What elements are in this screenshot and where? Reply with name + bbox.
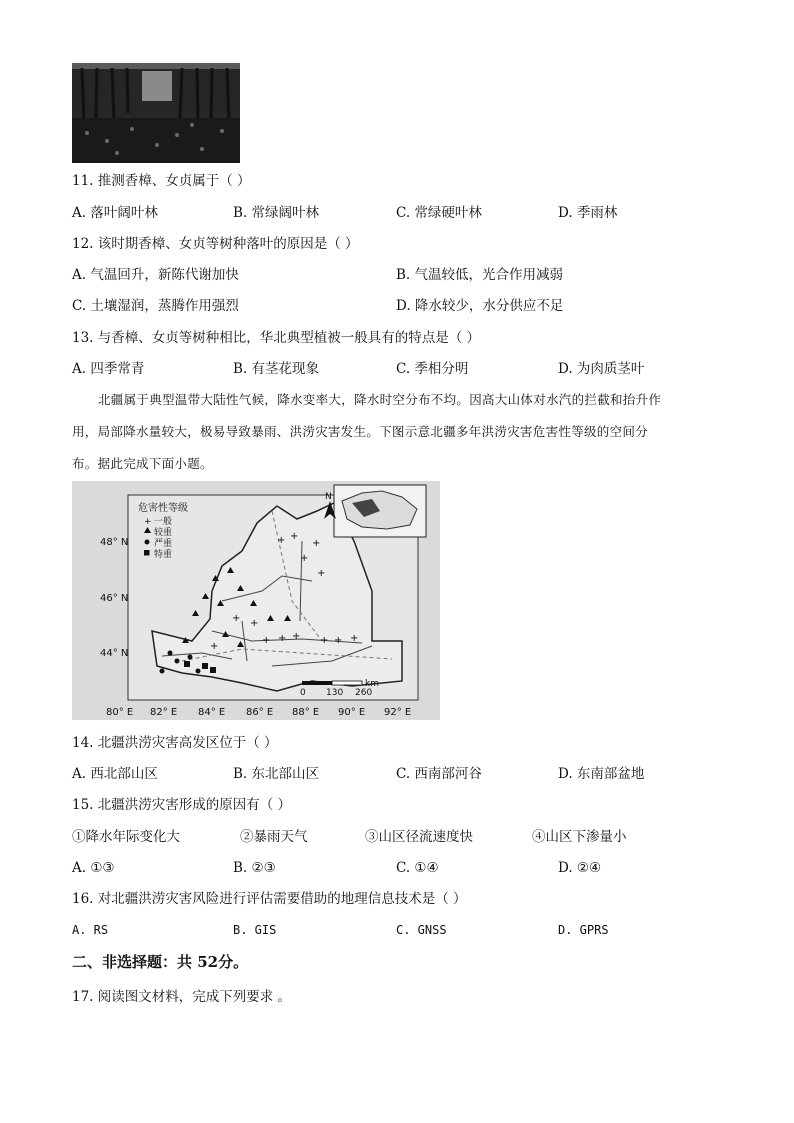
scale-label-260: 260	[355, 688, 373, 698]
legend-symbol-square-icon	[144, 550, 150, 556]
q16-option-d[interactable]: D. GPRS	[558, 923, 609, 937]
lon-label-80: 80° E	[106, 707, 134, 718]
section-2-title: 二、非选择题：共 52分。	[72, 953, 249, 971]
lon-label-84: 84° E	[198, 707, 226, 718]
svg-text:+: +	[320, 635, 329, 646]
svg-text:+: +	[312, 538, 321, 549]
q17-stem: 17. 阅读图文材料，完成下列要求 。	[72, 989, 292, 1005]
svg-text:+: +	[317, 568, 326, 579]
legend-title: 危害性等级	[138, 503, 188, 514]
map-drawing	[72, 481, 440, 720]
lon-label-82: 82° E	[150, 707, 178, 718]
q14-option-d[interactable]: D. 东南部盆地	[558, 766, 645, 782]
q12-option-a[interactable]: A. 气温回升，新陈代谢加快	[72, 267, 239, 283]
svg-text:+: +	[350, 633, 359, 644]
legend-symbol-dot-icon	[145, 540, 150, 545]
svg-text:+: +	[334, 635, 343, 646]
q14-option-a[interactable]: A. 西北部山区	[72, 766, 158, 782]
q15-stem: 15. 北疆洪涝灾害形成的原因有（ ）	[72, 797, 292, 813]
legend-symbol-cross-icon: +	[144, 517, 152, 527]
scale-label-130: 130	[326, 688, 344, 698]
passage-line-1: 北疆属于典型温带大陆性气候，降水变率大，降水时空分布不均。因高大山体对水汽的拦截和抬升作	[98, 392, 662, 407]
svg-text:+: +	[262, 635, 271, 646]
q13-option-b[interactable]: B. 有茎花现象	[233, 361, 320, 377]
svg-text:+: +	[277, 535, 286, 546]
q15-option-b[interactable]: B. ②③	[233, 860, 276, 876]
q11-option-a[interactable]: A. 落叶阔叶林	[72, 205, 158, 221]
svg-text:+: +	[300, 553, 309, 564]
q15-option-c[interactable]: C. ①④	[396, 860, 439, 876]
q14-option-b[interactable]: B. 东北部山区	[233, 766, 320, 782]
q15-statement-4: ④山区下渗量小	[532, 829, 627, 845]
scale-unit: km	[365, 679, 379, 689]
legend-label-4: 特重	[154, 550, 173, 560]
q13-option-c[interactable]: C. 季相分明	[396, 361, 469, 377]
forest-photo	[72, 63, 240, 163]
q12-option-b[interactable]: B. 气温较低，光合作用减弱	[396, 267, 564, 283]
q12-option-d[interactable]: D. 降水较少，水分供应不足	[396, 298, 564, 314]
q12-option-c[interactable]: C. 土壤湿润，蒸腾作用强烈	[72, 298, 239, 314]
q16-option-a[interactable]: A. RS	[72, 923, 109, 937]
svg-text:+: +	[250, 618, 259, 629]
q13-stem: 13. 与香樟、女贞等树种相比，华北典型植被一般具有的特点是（ ）	[72, 330, 481, 346]
lon-label-92: 92° E	[384, 707, 412, 718]
svg-text:+: +	[210, 641, 219, 652]
scale-label-0: 0	[300, 688, 306, 698]
q13-option-d[interactable]: D. 为肉质茎叶	[558, 361, 645, 377]
svg-text:+: +	[232, 613, 241, 624]
svg-text:+: +	[278, 633, 287, 644]
q11-option-d[interactable]: D. 季雨林	[558, 205, 618, 221]
lon-label-86: 86° E	[246, 707, 274, 718]
q12-stem: 12. 该时期香樟、女贞等树种落叶的原因是（ ）	[72, 236, 359, 252]
lat-label-44: 44° N	[100, 648, 129, 659]
q13-option-a[interactable]: A. 四季常青	[72, 361, 145, 377]
q15-option-a[interactable]: A. ①③	[72, 860, 115, 876]
svg-text:+: +	[290, 531, 299, 542]
q11-stem: 11. 推测香樟、女贞属于（ ）	[72, 173, 251, 189]
passage-line-2: 用，局部降水量较大，极易导致暴雨、洪涝灾害发生。下图示意北疆多年洪涝灾害危害性等级的空间分	[72, 424, 649, 439]
north-label: N	[325, 492, 332, 502]
q14-stem: 14. 北疆洪涝灾害高发区位于（ ）	[72, 735, 278, 751]
q15-statement-1: ①降水年际变化大	[72, 829, 180, 845]
q16-stem: 16. 对北疆洪涝灾害风险进行评估需要借助的地理信息技术是（ ）	[72, 891, 467, 907]
legend-label-1: 一般	[154, 517, 173, 527]
q15-statement-3: ③山区径流速度快	[365, 829, 473, 845]
legend-label-3: 严重	[154, 539, 173, 549]
lon-label-88: 88° E	[292, 707, 320, 718]
flood-hazard-map	[72, 481, 440, 720]
lat-label-46: 46° N	[100, 593, 129, 604]
passage-line-3: 布。据此完成下面小题。	[72, 456, 213, 471]
forest-photo-drawing	[72, 63, 240, 163]
svg-text:+: +	[292, 631, 301, 642]
q11-option-b[interactable]: B. 常绿阔叶林	[233, 205, 320, 221]
q14-option-c[interactable]: C. 西南部河谷	[396, 766, 482, 782]
q15-statement-2: ②暴雨天气	[240, 829, 308, 845]
lon-label-90: 90° E	[338, 707, 366, 718]
q11-option-c[interactable]: C. 常绿硬叶林	[396, 205, 482, 221]
lat-label-48: 48° N	[100, 537, 129, 548]
q15-option-d[interactable]: D. ②④	[558, 860, 602, 876]
q16-option-c[interactable]: C. GNSS	[396, 923, 447, 937]
legend-label-2: 较重	[154, 528, 173, 538]
q16-option-b[interactable]: B. GIS	[233, 923, 277, 937]
